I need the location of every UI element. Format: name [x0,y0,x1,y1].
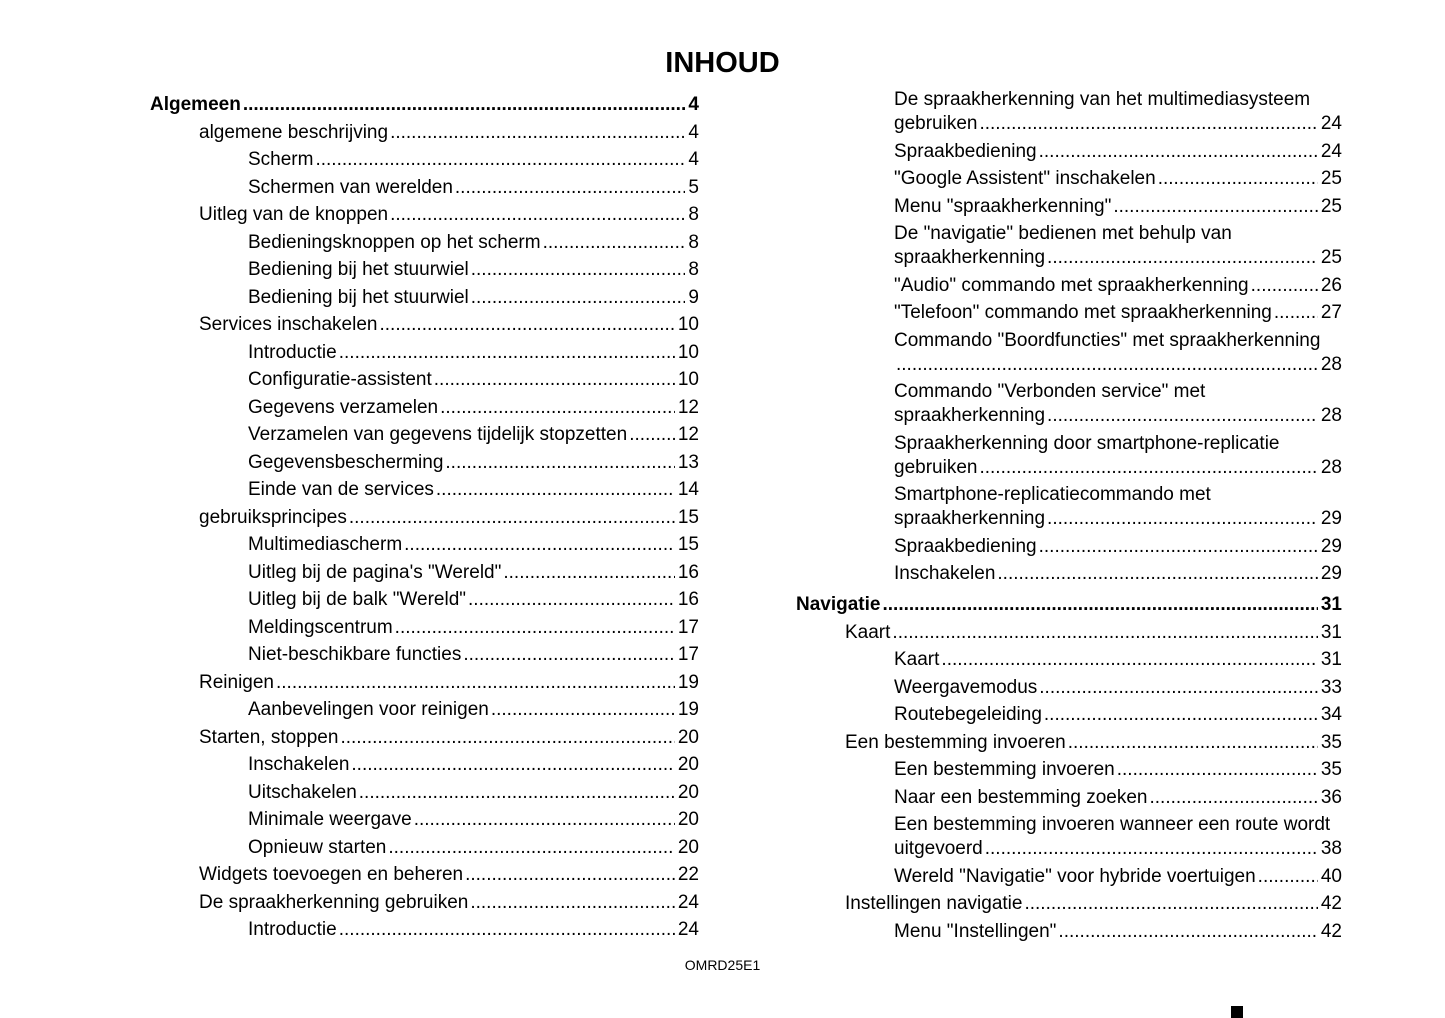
toc-entry-label: uitgevoerd [894,838,983,859]
toc-entry-page: 28 [1320,456,1342,478]
toc-entry[interactable] [150,121,699,145]
toc-entry-page: 20 [677,781,699,803]
toc-entry-title-line: De spraakherkenning van het multimediasysteem [894,89,1311,110]
toc-entry[interactable] [796,432,1342,480]
toc-entry-page: 33 [1320,676,1342,698]
toc-entry-label: Uitleg bij de balk "Wereld" [248,589,467,610]
toc-entry-label: Uitschakelen [248,781,357,803]
dot-leader [629,423,675,447]
toc-entry[interactable] [796,222,1342,270]
toc-right-column [796,88,1342,944]
toc-entry-label: Kaart [845,621,891,643]
toc-entry[interactable] [796,865,1342,889]
toc-entry-title-line: Smartphone-replicatiecommando met [894,484,1211,505]
dot-leader [1068,731,1318,755]
toc-entry-page: 17 [677,644,699,665]
toc-entry-page: 12 [677,424,699,445]
toc-entry-page: 25 [1320,247,1342,268]
toc-entry-page: 4 [688,149,699,170]
toc-entry-page: 25 [1320,168,1342,189]
toc-entry-label: Menu "spraakherkenning" [894,195,1112,217]
toc-entry-page: 28 [1320,353,1342,375]
toc-entry-label: Einde van de services [248,479,434,500]
toc-entry[interactable] [796,140,1342,164]
toc-entry[interactable] [150,753,699,777]
toc-entry-page: 35 [1320,759,1342,780]
toc-entry[interactable] [796,703,1342,727]
toc-entry-page: 12 [677,396,699,418]
toc-entry-page: 20 [677,836,699,858]
toc-entry-page: 42 [1320,920,1342,942]
toc-entry[interactable] [150,588,699,612]
dot-leader [1149,786,1317,810]
toc-entry-label: spraakherkenning [894,405,1046,426]
dot-leader [503,561,675,585]
toc-entry-label: Schermen van werelden [248,176,453,198]
toc-entry-label: Bediening bij het stuurwiel [248,286,469,308]
dot-leader [471,286,686,310]
toc-entry-label: Configuratie-assistent [248,369,432,390]
toc-entry[interactable] [150,918,699,942]
toc-entry[interactable] [150,698,699,722]
toc-entry[interactable] [150,286,699,310]
toc-entry[interactable] [796,274,1342,298]
toc-entry-label: gebruiksprincipes [199,506,347,528]
toc-entry-page: 42 [1320,893,1342,914]
toc-entry[interactable] [150,93,699,117]
toc-entry-label: "Audio" commando met spraakherkenning [894,274,1249,296]
toc-entry-page: 9 [688,286,699,308]
toc-entry[interactable] [150,176,699,200]
toc-entry-title-line: Een bestemming invoeren wanneer een route wordt [894,814,1331,835]
toc-entry[interactable] [150,506,699,530]
toc-entry-label: Uitleg bij de pagina's "Wereld" [248,561,502,583]
toc-entry-label: Navigatie [796,594,881,615]
toc-entry-label: Reinigen [199,671,274,693]
toc-entry-title-line: Commando "Verbonden service" met [894,381,1206,402]
toc-entry-page: 5 [688,176,699,198]
toc-entry-page: 24 [1320,113,1342,134]
toc-entry-title-line: De "navigatie" bedienen met behulp van [894,223,1232,244]
toc-entry[interactable] [796,786,1342,810]
dot-leader [491,698,675,722]
toc-entry-label: Minimale weergave [248,809,412,830]
toc-entry-label: Widgets toevoegen en beheren [199,864,464,885]
toc-entry-page: 34 [1320,704,1342,725]
toc-entry-page: 25 [1320,195,1342,217]
toc-entry-label: Bedieningsknoppen op het scherm [248,231,541,253]
toc-entry-page: 29 [1320,563,1342,584]
toc-entry-page: 10 [677,369,699,390]
dot-leader [455,176,686,200]
toc-entry-page: 15 [677,506,699,528]
toc-entry[interactable] [150,203,699,227]
toc-entry[interactable] [796,301,1342,325]
dot-leader [979,112,1317,136]
toc-entry-label: Menu "Instellingen" [894,920,1057,942]
toc-entry[interactable] [150,561,699,585]
toc-entry-label: spraakherkenning [894,508,1046,529]
dot-leader [1158,167,1318,191]
toc-entry-label: Naar een bestemming zoeken [894,786,1148,808]
dot-leader [315,148,685,172]
toc-entry[interactable] [150,643,699,667]
dot-leader [1047,404,1318,428]
toc-entry[interactable] [150,863,699,887]
toc-entry-page: 29 [1320,535,1342,557]
toc-entry-page: 4 [688,121,699,143]
toc-entry[interactable] [150,451,699,475]
dot-leader [414,808,675,832]
toc-entry-label: Instellingen navigatie [845,893,1023,914]
toc-entry-page: 8 [688,259,699,280]
toc-entry-page: 22 [677,864,699,885]
toc-entry[interactable] [150,423,699,447]
toc-entry[interactable] [796,758,1342,782]
dot-leader [979,456,1317,480]
dot-leader [1024,892,1317,916]
toc-entry-label: Spraakbediening [894,535,1037,557]
toc-entry[interactable] [796,892,1342,916]
toc-entry-label: Opnieuw starten [248,836,387,858]
toc-entry-page: 16 [677,589,699,610]
dot-leader [1258,865,1318,889]
toc-entry-label: Aanbevelingen voor reinigen [248,699,489,720]
dot-leader [276,671,675,695]
toc-entry[interactable] [796,329,1342,377]
dot-leader [941,648,1317,672]
toc-entry-label: Algemeen [150,94,241,115]
dot-leader [340,726,674,750]
toc-entry-label: Meldingscentrum [248,616,393,638]
dot-leader [468,588,675,612]
toc-entry-label: Weergavemodus [894,676,1038,698]
toc-entry[interactable] [150,258,699,282]
toc-entry-page: 40 [1320,865,1342,887]
dot-leader [436,478,675,502]
toc-entry-label: Inschakelen [894,563,996,584]
toc-entry[interactable] [150,148,699,172]
dot-leader [882,593,1317,617]
toc-entry-label: Een bestemming invoeren [845,731,1066,753]
toc-entry-label: Starten, stoppen [199,726,339,748]
toc-entry-title-line: Spraakherkenning door smartphone-replicatie [894,432,1280,454]
toc-entry-page: 24 [677,891,699,913]
dot-leader [445,451,674,475]
dot-leader [349,506,675,530]
toc-entry[interactable] [796,621,1342,645]
toc-entry[interactable] [796,380,1342,428]
dot-leader [892,621,1317,645]
toc-left-column [150,93,699,942]
toc-entry[interactable] [150,341,699,365]
toc-entry-label: Introductie [248,919,337,940]
toc-entry-page: 20 [677,754,699,775]
dot-leader [1039,535,1318,559]
dot-leader [463,643,675,667]
toc-entry-page: 29 [1320,508,1342,529]
toc-entry-page: 27 [1320,302,1342,323]
toc-entry[interactable] [150,781,699,805]
dot-leader [1117,758,1318,782]
toc-entry-label: De spraakherkenning gebruiken [199,891,469,913]
toc-entry[interactable] [150,891,699,915]
toc-entry-label: Services inschakelen [199,314,378,335]
toc-entry-page: 4 [688,94,699,115]
toc-entry[interactable] [150,368,699,392]
toc-entry-page: 19 [677,699,699,720]
dot-leader [434,368,675,392]
toc-entry-label: Scherm [248,149,314,170]
toc-entry-page: 26 [1320,274,1342,296]
toc-entry[interactable] [150,808,699,832]
toc-entry-label: Uitleg van de knoppen [199,204,389,225]
dot-leader [339,918,675,942]
toc-entry[interactable] [150,313,699,337]
toc-entry[interactable] [796,920,1342,944]
dot-leader [379,313,674,337]
toc-entry[interactable] [150,671,699,695]
toc-entry-page: 28 [1320,405,1342,426]
dot-leader [985,837,1318,861]
toc-entry[interactable] [796,562,1342,586]
toc-entry-label: Inschakelen [248,754,350,775]
dot-leader [390,203,685,227]
dot-leader [896,353,1318,377]
dot-leader [1039,676,1318,700]
dot-leader [395,616,675,640]
toc-entry-label: Kaart [894,649,940,670]
toc-entry-label: Multimediascherm [248,534,403,555]
toc-entry-label: Een bestemming invoeren [894,759,1115,780]
toc-entry-page: 10 [677,341,699,363]
toc-entry-label: gebruiken [894,456,978,478]
toc-entry[interactable] [796,535,1342,559]
toc-entry-page: 20 [677,726,699,748]
toc-entry-label: Routebegeleiding [894,704,1042,725]
toc-entry[interactable] [796,195,1342,219]
dot-leader [1113,195,1318,219]
toc-entry-label: Spraakbediening [894,140,1037,162]
dot-leader [465,863,675,887]
toc-entry-label: Bediening bij het stuurwiel [248,259,469,280]
page-corner-mark [1231,1006,1243,1018]
dot-leader [404,533,675,557]
toc-entry[interactable] [150,478,699,502]
toc-entry[interactable] [150,231,699,255]
toc-entry[interactable] [796,593,1342,617]
toc-entry[interactable] [796,167,1342,191]
toc-entry-page: 16 [677,561,699,583]
toc-entry-page: 19 [677,671,699,693]
toc-entry[interactable] [796,731,1342,755]
toc-entry-page: 8 [688,204,699,225]
toc-entry-page: 31 [1320,621,1342,643]
dot-leader [1251,274,1318,298]
toc-entry[interactable] [796,813,1342,861]
toc-entry-page: 24 [1320,140,1342,162]
document-code: OMRD25E1 [684,957,761,973]
dot-leader [1274,301,1318,325]
toc-entry-label: "Google Assistent" inschakelen [894,168,1156,189]
toc-entry-label: Niet-beschikbare functies [248,644,462,665]
toc-entry[interactable] [796,676,1342,700]
dot-leader [471,258,686,282]
toc-entry-label: Gegevensbescherming [248,451,444,473]
dot-leader [1044,703,1318,727]
toc-entry-page: 15 [677,534,699,555]
toc-entry[interactable] [796,648,1342,672]
dot-leader [543,231,686,255]
toc-entry-page: 31 [1320,594,1342,615]
toc-entry-page: 20 [677,809,699,830]
toc-entry-page: 38 [1320,838,1342,859]
page-title: INHOUD [665,47,780,80]
dot-leader [339,341,675,365]
toc-entry-label: "Telefoon" commando met spraakherkenning [894,302,1272,323]
dot-leader [243,93,686,117]
toc-entry[interactable] [150,533,699,557]
dot-leader [1039,140,1318,164]
toc-entry-page: 36 [1320,786,1342,808]
toc-entry-page: 14 [677,479,699,500]
dot-leader [440,396,675,420]
toc-entry-label: Wereld "Navigatie" voor hybride voertuigen [894,865,1256,887]
toc-entry-page: 35 [1320,731,1342,753]
toc-entry-page: 31 [1320,649,1342,670]
dot-leader [388,836,675,860]
dot-leader [1058,920,1317,944]
toc-entry-page: 10 [677,314,699,335]
toc-entry[interactable] [150,396,699,420]
dot-leader [1047,507,1318,531]
toc-entry[interactable] [796,483,1342,531]
toc-entry-title-line: Commando "Boordfuncties" met spraakherkenning [894,329,1321,351]
toc-entry[interactable] [150,616,699,640]
toc-entry-label: Gegevens verzamelen [248,396,439,418]
toc-entry-page: 8 [688,231,699,253]
toc-entry-page: 24 [677,919,699,940]
dot-leader [997,562,1317,586]
toc-entry[interactable] [150,836,699,860]
toc-entry-page: 13 [677,451,699,473]
toc-entry-label: gebruiken [894,113,978,134]
toc-entry-page: 17 [677,616,699,638]
toc-entry-label: spraakherkenning [894,247,1046,268]
toc-entry-label: Introductie [248,341,337,363]
dot-leader [359,781,675,805]
dot-leader [1047,246,1318,270]
toc-entry-label: algemene beschrijving [199,121,389,143]
toc-entry-label: Verzamelen van gegevens tijdelijk stopzetten [248,424,628,445]
dot-leader [351,753,674,777]
dot-leader [390,121,685,145]
toc-entry[interactable] [150,726,699,750]
dot-leader [470,891,675,915]
toc-entry[interactable] [796,88,1342,136]
